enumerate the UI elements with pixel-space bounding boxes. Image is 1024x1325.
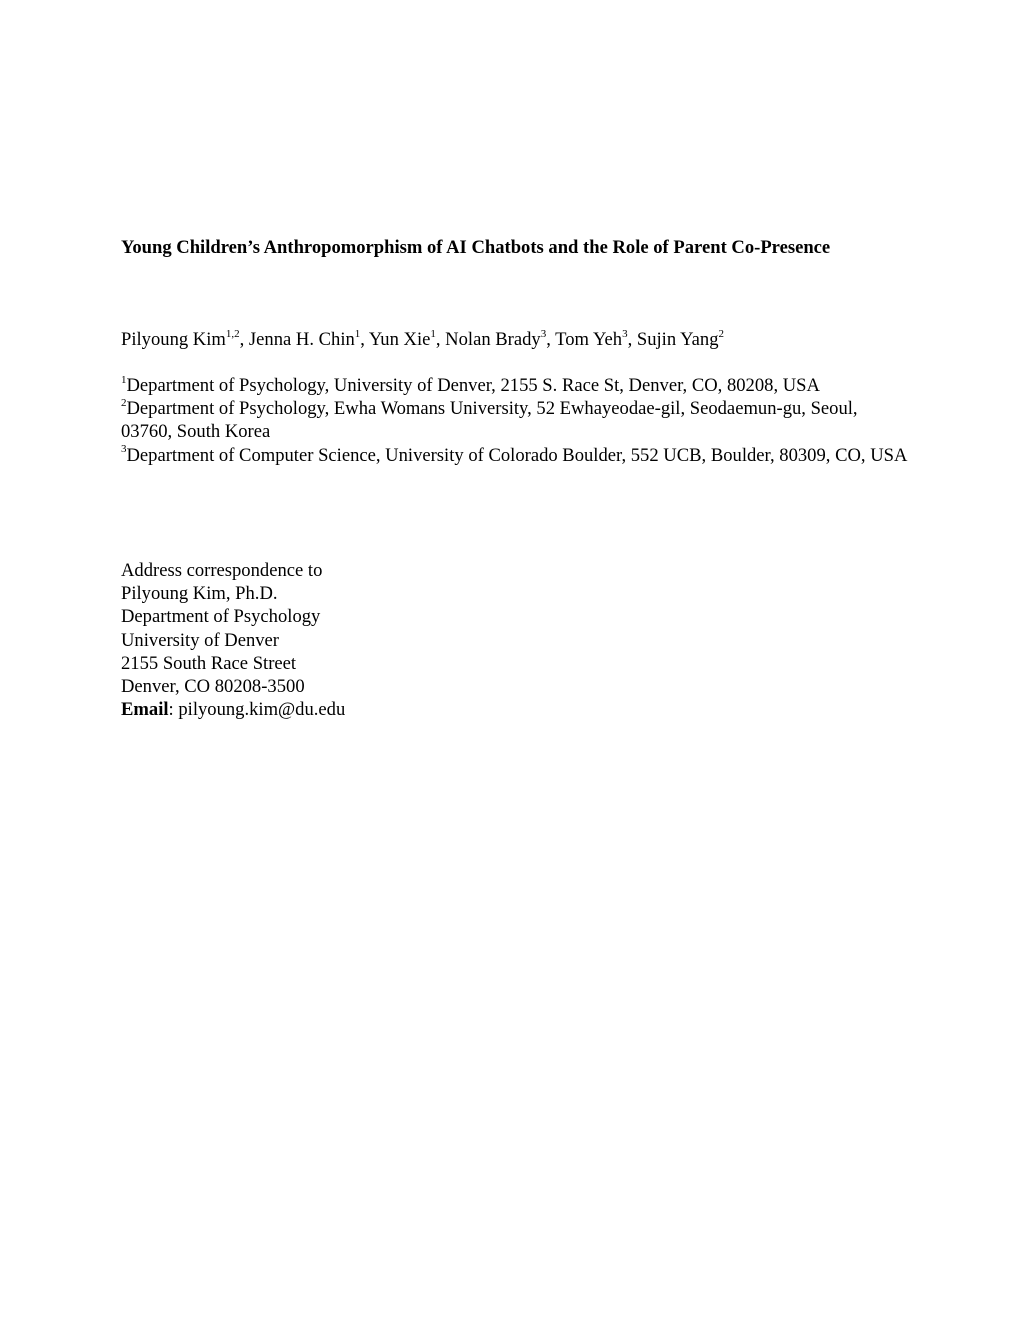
author-affiliation-mark: 2 xyxy=(718,327,725,340)
email-label: Email xyxy=(121,699,169,721)
affiliation-number: 3 xyxy=(121,443,127,456)
author-separator: , xyxy=(627,329,637,350)
author-separator: , xyxy=(360,329,369,350)
author-name: Pilyoung Kim xyxy=(121,329,226,350)
correspondence-street: 2155 South Race Street xyxy=(121,652,297,674)
author-affiliation-mark: 3 xyxy=(622,327,628,340)
affiliation xyxy=(121,444,911,467)
author-name: Tom Yeh xyxy=(555,329,623,350)
correspondence-email-line xyxy=(121,698,621,721)
affiliation-number: 1 xyxy=(121,373,127,386)
author xyxy=(445,329,555,350)
author xyxy=(369,329,445,350)
author-affiliation-mark: 1 xyxy=(430,327,436,340)
author-list xyxy=(121,328,911,352)
correspondence-department: Department of Psychology xyxy=(121,606,321,628)
author xyxy=(555,329,637,350)
author xyxy=(121,329,249,350)
correspondence-name: Pilyoung Kim, Ph.D. xyxy=(121,583,278,605)
author xyxy=(637,329,724,350)
email-separator: : xyxy=(168,699,179,721)
author-name: Jenna H. Chin xyxy=(248,329,355,350)
correspondence-city: Denver, CO 80208-3500 xyxy=(121,676,305,698)
author xyxy=(249,329,369,350)
affiliation-text: Department of Psychology, Ewha Womans University, 52 Ewhayeodae-gil, Seodaemun-gu, Seoul, 03760, South Korea xyxy=(121,398,858,443)
affiliation-number: 2 xyxy=(121,397,127,410)
correspondence-block xyxy=(121,559,621,721)
correspondence-university: University of Denver xyxy=(121,629,280,651)
affiliation-list xyxy=(121,374,911,467)
author-name: Yun Xie xyxy=(368,329,431,350)
affiliation-text: Department of Psychology, University of Denver, 2155 S. Race St, Denver, CO, 80208, USA xyxy=(126,375,820,396)
affiliation xyxy=(121,397,911,443)
author-affiliation-mark: 1,2 xyxy=(225,327,240,340)
author-separator: , xyxy=(546,329,556,350)
author-affiliation-mark: 3 xyxy=(540,327,547,340)
author-name: Sujin Yang xyxy=(636,329,719,350)
author-separator: , xyxy=(239,329,249,350)
author-separator: , xyxy=(435,329,446,350)
affiliation-text: Department of Computer Science, University of Colorado Boulder, 552 UCB, Boulder, 80309, CO, USA xyxy=(126,444,908,466)
author-name: Nolan Brady xyxy=(445,329,541,350)
correspondence-intro: Address correspondence to xyxy=(121,560,323,581)
author-affiliation-mark: 1 xyxy=(354,327,361,340)
email-address[interactable]: pilyoung.kim@du.edu xyxy=(178,699,346,721)
affiliation xyxy=(121,374,911,397)
paper-title: Young Children’s Anthropomorphism of AI Chatbots and the Role of Parent Co-Presence xyxy=(121,237,831,258)
